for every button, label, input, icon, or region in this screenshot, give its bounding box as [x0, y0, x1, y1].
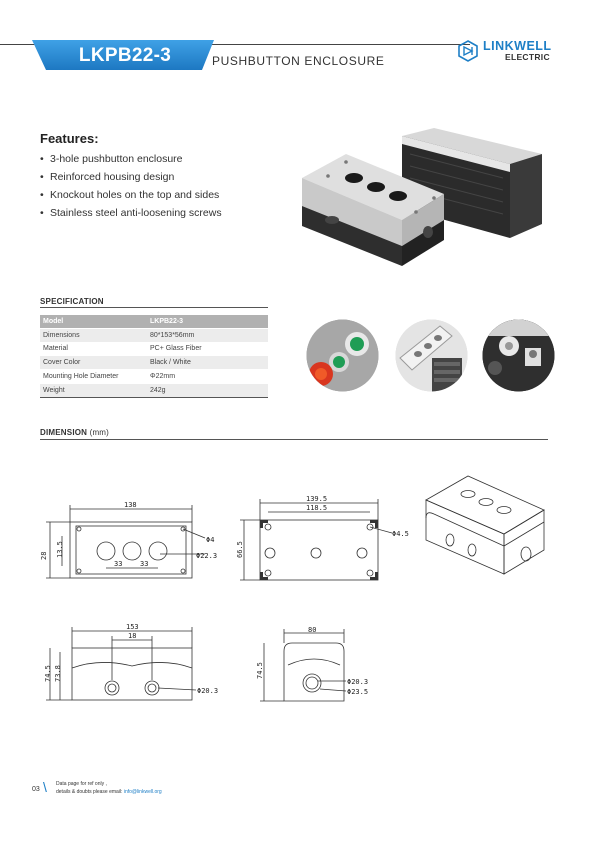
front-width-label: 138	[124, 501, 137, 509]
spec-value: PC+ Glass Fiber	[147, 342, 268, 356]
front-view-drawing	[40, 496, 230, 588]
top-inner-width-label: 118.5	[306, 504, 328, 512]
spec-value: LKPB22-3	[147, 315, 268, 328]
table-row	[40, 356, 268, 370]
detail-photo-glands	[481, 318, 556, 393]
specification-table	[40, 315, 268, 398]
table-row	[40, 342, 268, 356]
footer-contact	[56, 789, 162, 795]
front-screw-label: Φ4	[206, 536, 215, 544]
top-view-drawing	[232, 490, 412, 588]
front-pitch-2: 33	[140, 560, 149, 568]
end-width-label: 80	[308, 626, 317, 634]
side-height-2: 73.8	[54, 665, 62, 682]
dimension-title-text: DIMENSION	[40, 428, 88, 437]
front-height-label: 28	[40, 551, 48, 560]
feature-item: • Knockout holes on the top and sides	[40, 186, 222, 204]
side-view-drawing	[40, 618, 230, 710]
end-height-label: 74.5	[256, 662, 264, 679]
side-center-label: 18	[128, 632, 137, 640]
table-row	[40, 383, 268, 397]
dimension-rule	[40, 439, 548, 440]
product-code-title: LKPB22-3	[78, 45, 172, 66]
footer-note: Data page for ref only ,	[56, 781, 107, 787]
spec-value: Black / White	[147, 356, 268, 370]
spec-label: Weight	[40, 383, 147, 397]
top-screw-label: Φ4.5	[392, 530, 409, 538]
front-inner-height-label: 13.5	[56, 541, 64, 558]
linkwell-logo-icon	[457, 40, 479, 62]
footer-contact-text: details & doubts please email:	[56, 789, 123, 795]
spec-label: Cover Color	[40, 356, 147, 370]
feature-item: • Stainless steel anti-loosening screws	[40, 204, 222, 222]
feature-item: • Reinforced housing design	[40, 168, 222, 186]
spec-value: 242g	[147, 383, 268, 397]
side-knockout-label: Φ20.3	[197, 687, 219, 695]
brand-name: LINKWELL	[483, 39, 552, 53]
dimension-title	[40, 428, 109, 437]
detail-photo-interior	[394, 318, 469, 393]
page-number: 03	[32, 786, 40, 793]
top-outer-width-label: 139.5	[306, 495, 328, 503]
table-row	[40, 328, 268, 342]
table-row	[40, 370, 268, 384]
front-pitch-1: 33	[114, 560, 123, 568]
top-height-label: 66.5	[236, 541, 244, 558]
end-view-drawing	[250, 625, 370, 710]
side-width-label: 153	[126, 623, 139, 631]
spec-value: Φ22mm	[147, 370, 268, 384]
features-list	[40, 150, 222, 222]
features-title: Features:	[40, 131, 99, 146]
end-knockout-2: Φ23.5	[347, 688, 369, 696]
product-photo	[298, 120, 548, 272]
specification-title: SPECIFICATION	[40, 297, 104, 306]
table-row	[40, 315, 268, 328]
spec-label: Dimensions	[40, 328, 147, 342]
spec-rule	[40, 307, 268, 308]
spec-label: Model	[40, 315, 147, 328]
product-subtitle: PUSHBUTTON ENCLOSURE	[212, 54, 385, 68]
side-height-1: 74.5	[44, 665, 52, 682]
footer-email-link[interactable]: info@linkwell.org	[123, 789, 162, 795]
spec-label: Mounting Hole Diameter	[40, 370, 147, 384]
spec-bottom-rule	[40, 397, 268, 398]
feature-item: • 3-hole pushbutton enclosure	[40, 150, 222, 168]
brand-sub: ELECTRIC	[505, 52, 550, 62]
spec-label: Material	[40, 342, 147, 356]
isometric-drawing	[420, 470, 550, 580]
dimension-unit: (mm)	[89, 428, 110, 437]
detail-photo-buttons	[305, 318, 380, 393]
front-hole-label: Φ22.3	[196, 552, 218, 560]
spec-value: 80*153*56mm	[147, 328, 268, 342]
end-knockout-1: Φ20.3	[347, 678, 369, 686]
footer-slash-icon: \	[43, 779, 47, 795]
